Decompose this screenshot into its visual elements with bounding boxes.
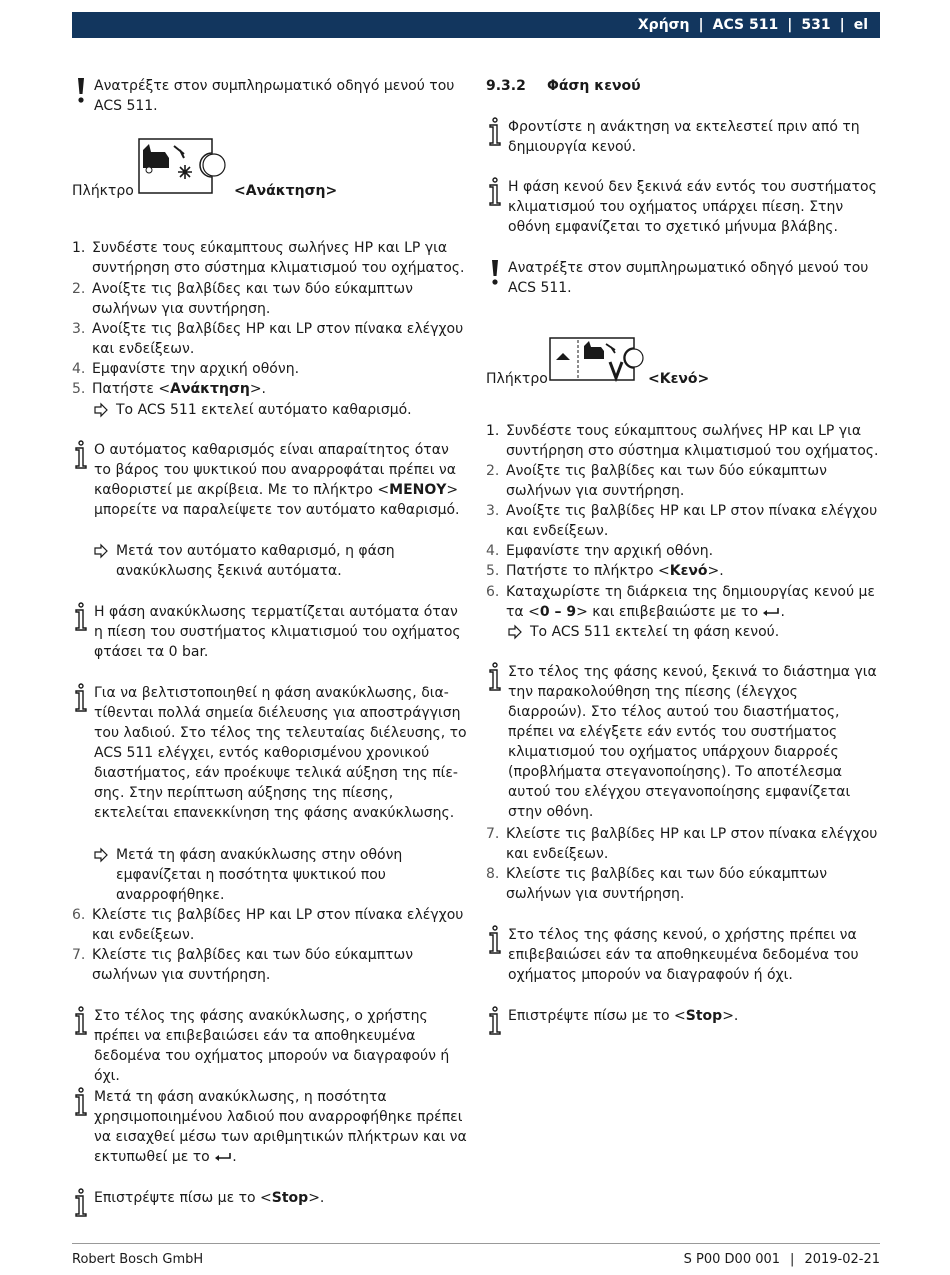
- recovery-key-name: <Ανάκτηση>: [234, 183, 338, 199]
- header-page: 531: [801, 17, 831, 33]
- info-note: [72, 1087, 467, 1167]
- section-number: 9.3.2: [486, 78, 526, 94]
- info-icon: [486, 662, 504, 692]
- list-item: [72, 905, 467, 945]
- step-number: 4.: [486, 543, 500, 559]
- step-text: Εμφανίστε την αρχική οθόνη.: [92, 361, 300, 377]
- step-number: 2.: [72, 281, 86, 297]
- step-number: 5.: [72, 381, 86, 397]
- warning-text: Ανατρέξτε στον συμπληρωματικό οδηγό μενού του ACS 511.: [508, 260, 869, 296]
- step-text: Ανοίξτε τις βαλβίδες και των δύο εύκαμπτων σωλήνων για συντήρηση.: [506, 463, 827, 499]
- footer-company: Robert Bosch GmbH: [72, 1252, 204, 1267]
- footer-doc-id: S P00 D00 001: [683, 1252, 781, 1267]
- info-icon: [72, 1087, 90, 1117]
- list-item: [486, 561, 880, 581]
- info-text: Η φάση κενού δεν ξεκινά εάν εντός του συστήματος κλιματισμού του οχήματος υπάρχει πίεση. Στην οθόνη εμφανίζεται το σχετικό μήνυμα βλάβης.: [508, 179, 877, 235]
- warning-note: [486, 258, 880, 298]
- info-text: Μετά τη φάση ανακύκλωσης, η ποσότητα χρησιμοποιημένου λαδιού που αναρροφήθηκε πρέπει να εισαχθεί μέσω των αριθμητικών πλήκτρων και να εκτυπωθεί με το: [94, 1089, 467, 1165]
- step-number: 2.: [486, 463, 500, 479]
- result-line: [94, 845, 467, 905]
- info-note: [486, 117, 880, 157]
- step-text: Κλείστε τις βαλβίδες και των δύο εύκαμπτων σωλήνων για συντήρηση.: [506, 866, 828, 902]
- info-icon: [72, 1006, 90, 1036]
- step-text: Πατήστε <: [92, 381, 171, 397]
- step-text: Ανοίξτε τις βαλβίδες HP και LP στον πίνακα ελέγχου και ενδείξεων.: [92, 321, 464, 357]
- vacuum-key-name: <Κενό>: [648, 371, 710, 387]
- header-product: ACS 511: [712, 17, 779, 33]
- step-text: Κλείστε τις βαλβίδες HP και LP στον πίνακα ελέγχου και ενδείξεων.: [506, 826, 878, 862]
- result-line: [94, 400, 467, 420]
- info-note: [72, 1188, 467, 1208]
- footer-separator: |: [790, 1252, 795, 1267]
- info-note: [486, 177, 880, 237]
- stop-key-label: Stop: [271, 1190, 309, 1206]
- stop-key-label: Stop: [685, 1008, 723, 1024]
- list-item: [72, 945, 467, 985]
- list-item: [486, 541, 880, 561]
- list-item: [72, 359, 467, 379]
- section-heading: [486, 76, 641, 96]
- warning-icon: [72, 76, 90, 106]
- list-item: [72, 319, 467, 359]
- step-text: Κλείστε τις βαλβίδες HP και LP στον πίνακα ελέγχου και ενδείξεων.: [92, 907, 464, 943]
- footer-date: 2019-02-21: [804, 1252, 880, 1267]
- info-note: [486, 925, 880, 985]
- info-icon: [72, 440, 90, 470]
- list-item: [486, 421, 880, 461]
- step-number: 8.: [486, 866, 500, 882]
- list-item: [72, 279, 467, 319]
- list-item: [486, 461, 880, 501]
- info-text: Φροντίστε η ανάκτηση να εκτελεστεί πριν από τη δημιουργία κενού.: [508, 119, 860, 155]
- enter-key-icon: [214, 1152, 232, 1162]
- vacuum-key-icon: [548, 336, 646, 382]
- info-text: Η φάση ανακύκλωσης τερματίζεται αυτόματα όταν η πίεση του συστήματος κλιματισμού του οχήματος φτάσει τα 0 bar.: [94, 604, 461, 660]
- result-text: Μετά τον αυτόματο καθαρισμό, η φάση ανακύκλωσης ξεκινά αυτόματα.: [116, 543, 395, 579]
- info-note: [72, 683, 467, 823]
- result-text: Το ACS 511 εκτελεί αυτόματο καθαρισμό.: [116, 402, 412, 418]
- info-icon: [72, 683, 90, 713]
- info-note: [72, 602, 467, 662]
- header-separator: |: [698, 17, 704, 33]
- info-icon: [486, 925, 504, 955]
- step-key-label: Κενό: [669, 563, 708, 579]
- result-text: Μετά τη φάση ανακύκλωσης στην οθόνη εμφανίζεται η ποσότητα ψυκτικού που αναρροφήθηκε.: [116, 847, 403, 903]
- info-icon: [486, 117, 504, 147]
- info-text: Στο τέλος της φάσης κενού, ξεκινά το διάστημα για την παρακολούθηση της πίεσης (έλεγχος διαρροών). Στο τέλος αυτού του διαστήματος, πρέπει να ελέγξετε εάν εντός του συστήματος κλιματισμού του οχήματος υπάρχουν διαρροές (προβλήματα στεγανοποίησης). Το αποτέλεσμα αυτού του ελέγχου στεγανοποίησης εμφανίζεται στην οθόνη.: [508, 664, 877, 820]
- step-text: .: [780, 604, 785, 620]
- step-text: Κλείστε τις βαλβίδες και των δύο εύκαμπτων σωλήνων για συντήρηση.: [92, 947, 414, 983]
- step-number: 6.: [486, 584, 500, 600]
- header-separator: |: [787, 17, 793, 33]
- header-lang: el: [853, 17, 868, 33]
- menu-key-label: ΜΕΝΟΥ: [389, 482, 447, 498]
- step-number: 7.: [486, 826, 500, 842]
- footer-divider: [72, 1243, 880, 1244]
- info-text: Για να βελτιστοποιηθεί η φάση ανακύκλωσης, δια-τίθενται πολλά σημεία διέλευσης για αποστράγγιση του λαδιού. Στο τέλος της τελευταίας διέλευσης, το ACS 511 ελέγχει, εντός καθορισμένου χρονικού διαστήματος, εάν προέκυψε τελικά αύξηση της πίε-σης. Στην περίπτωση αύξησης της πίεσης, εκτελείται επανεκκίνηση της φάσης ανακύκλωσης.: [94, 685, 467, 821]
- key-label: Πλήκτρο: [72, 183, 134, 199]
- info-text: Στο τέλος της φάσης κενού, ο χρήστης πρέπει να επιβεβαιώσει εάν τα αποθηκευμένα δεδομένα του οχήματος μπορούν να διαγραφούν ή όχι.: [508, 927, 859, 983]
- warning-text: Ανατρέξτε στον συμπληρωματικό οδηγό μενού του ACS 511.: [94, 78, 455, 114]
- step-number: 4.: [72, 361, 86, 377]
- recovery-key-icon: [136, 136, 228, 196]
- step-text: Πατήστε το πλήκτρο <: [506, 563, 670, 579]
- info-note: [486, 662, 880, 822]
- list-item: [486, 501, 880, 541]
- header-separator: |: [839, 17, 845, 33]
- step-text: >.: [249, 381, 267, 397]
- page-header: [72, 12, 880, 38]
- step-number: 1.: [486, 423, 500, 439]
- info-note: [72, 1006, 467, 1086]
- step-text: Καταχωρίστε τη διάρκεια της δημιουργίας κενού με τα <: [506, 584, 875, 620]
- info-icon: [486, 1006, 504, 1036]
- result-text: Το ACS 511 εκτελεί τη φάση κενού.: [530, 624, 780, 640]
- arrow-right-icon: [94, 845, 108, 865]
- step-text: >.: [707, 563, 724, 579]
- arrow-right-icon: [508, 622, 522, 642]
- info-icon: [72, 602, 90, 632]
- result-line: [508, 622, 880, 642]
- info-text: Ο αυτόματος καθαρισμός είναι απαραίτητος όταν το βάρος του ψυκτικού που αναρροφάται πρέπει να καθοριστεί με ακρίβεια. Με το πλήκτρο <: [94, 442, 456, 498]
- info-icon: [486, 177, 504, 207]
- list-item: [72, 379, 467, 399]
- list-item: [486, 582, 880, 622]
- step-number: 3.: [486, 503, 500, 519]
- step-key-label: Ανάκτηση: [170, 381, 250, 397]
- key-label: Πλήκτρο: [486, 371, 548, 387]
- header-section: Χρήση: [637, 17, 690, 33]
- step-text: > και επιβεβαιώστε με το: [576, 604, 759, 620]
- step-number: 3.: [72, 321, 86, 337]
- list-item: [486, 864, 880, 904]
- footer-meta: [684, 1250, 880, 1270]
- warning-note: [72, 76, 467, 116]
- step-key-label: 0 – 9: [539, 604, 577, 620]
- step-number: 6.: [72, 907, 86, 923]
- list-item: [72, 238, 467, 278]
- arrow-right-icon: [94, 400, 108, 420]
- list-item: [486, 824, 880, 864]
- info-text: > μπορείτε να παραλείψετε τον αυτόματο καθαρισμό.: [94, 482, 460, 518]
- info-icon: [72, 1188, 90, 1218]
- info-text: >.: [308, 1190, 325, 1206]
- key-row-recovery: [72, 136, 467, 198]
- step-number: 5.: [486, 563, 500, 579]
- step-number: 7.: [72, 947, 86, 963]
- info-text: Επιστρέψτε πίσω με το <: [94, 1190, 272, 1206]
- enter-key-icon: [762, 607, 780, 617]
- result-line: [94, 541, 467, 581]
- section-title: Φάση κενού: [547, 78, 641, 94]
- step-text: Ανοίξτε τις βαλβίδες και των δύο εύκαμπτων σωλήνων για συντήρηση.: [92, 281, 413, 317]
- warning-icon: [486, 258, 504, 288]
- step-number: 1.: [72, 240, 86, 256]
- step-text: Συνδέστε τους εύκαμπτους σωλήνες HP και LP για συντήρηση στο σύστημα κλιματισμού του οχήματος.: [506, 423, 879, 459]
- info-text: .: [232, 1149, 237, 1165]
- step-text: Ανοίξτε τις βαλβίδες HP και LP στον πίνακα ελέγχου και ενδείξεων.: [506, 503, 878, 539]
- info-text: Επιστρέψτε πίσω με το <: [508, 1008, 686, 1024]
- info-text: Στο τέλος της φάσης ανακύκλωσης, ο χρήστης πρέπει να επιβεβαιώσει εάν τα αποθηκευμένα δεδομένα του οχήματος μπορούν να διαγραφούν ή όχι.: [94, 1008, 450, 1084]
- arrow-right-icon: [94, 541, 108, 561]
- step-text: Εμφανίστε την αρχική οθόνη.: [506, 543, 714, 559]
- step-text: Συνδέστε τους εύκαμπτους σωλήνες HP και LP για συντήρηση στο σύστημα κλιματισμού του οχήματος.: [92, 240, 465, 276]
- info-text: >.: [722, 1008, 739, 1024]
- info-note: [72, 440, 467, 520]
- key-row-vacuum: [486, 336, 880, 386]
- info-note: [486, 1006, 880, 1026]
